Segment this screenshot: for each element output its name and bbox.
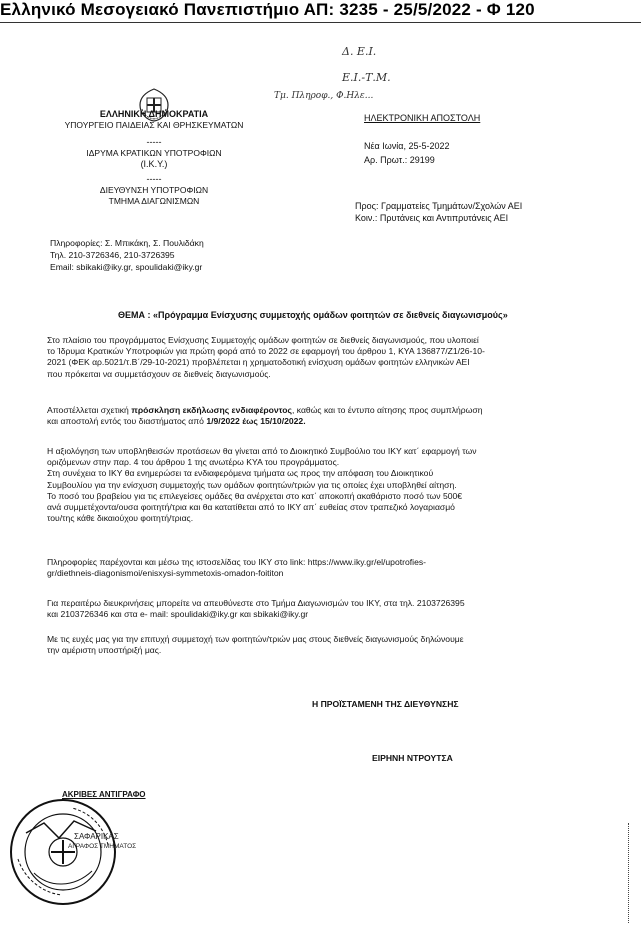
- text-span: και αποστολή εντός του διαστήματος από: [47, 416, 207, 427]
- text-span: Αποστέλλεται σχετική: [47, 405, 132, 415]
- protocol-number: Αρ. Πρωτ.: 29199: [364, 155, 435, 165]
- republic-label: ΕΛΛΗΝΙΚΗ ΔΗΜΟΚΡΑΤΙΑ: [99, 109, 209, 119]
- paragraph-5: [47, 598, 607, 620]
- text-span: , καθώς και το έντυπο αίτησης προς συμπλήρωση: [292, 405, 483, 415]
- paragraph-line: 2021 (ΦΕΚ αρ.5021/τ.Β΄/29-10-2021) προβλέπεται η χρηματοδοτική ενίσχυση ομάδων φοιτητών ελληνικών ΑΕΙ: [47, 357, 470, 368]
- electronic-dispatch-label: ΗΛΕΚΤΡΟΝΙΚΗ ΑΠΟΣΤΟΛΗ: [364, 113, 481, 123]
- handwritten-note-2: Ε.Ι.-Τ.Μ.: [342, 71, 391, 84]
- website-link[interactable]: gr/diethneis-diagonismoi/enisxysi-symmetoxis-omadon-foititon: [47, 568, 284, 579]
- department-label: ΤΜΗΜΑ ΔΙΑΓΩΝΙΣΜΩΝ: [108, 196, 200, 206]
- paragraph-line: που πρόκειται να συμμετάσχουν σε διεθνείς διαγωνισμούς.: [47, 368, 271, 379]
- paragraph-line: οριζόμενων στην παρ. 4 του άρθρου 1 της ανωτέρω ΚΥΑ του προγράμματος.: [47, 457, 340, 468]
- paragraph-line: Στη συνέχεια το ΙΚΥ θα ενημερώσει τα ενδιαφερόμενα τμήματα ως προς την απόφαση του Διοικητικού: [47, 468, 434, 479]
- paragraph-line: του/της κάθε δικαιούχου φοιτητή/τριας.: [47, 513, 194, 524]
- signatory-title: Η ΠΡΟΪΣΤΑΜΕΝΗ ΤΗΣ ΔΙΕΥΘΥΝΣΗΣ: [312, 699, 459, 709]
- stamp-role: ΑΓΡΑΦΟΣ ΤΜΗΜΑΤΟΣ: [68, 843, 137, 850]
- official-seal-icon: [4, 793, 122, 911]
- paragraph-line: Με τις ευχές μας για την επιτυχή συμμετοχή των φοιτητών/τριών μας στους διεθνείς διαγωνισμούς δηλώνουμε: [47, 634, 464, 644]
- ministry-label: ΥΠΟΥΡΓΕΙΟ ΠΑΙΔΕΙΑΣ ΚΑΙ ΘΡΗΣΚΕΥΜΑΤΩΝ: [64, 120, 244, 130]
- paragraph-6: [47, 634, 607, 656]
- contact-block: [50, 237, 204, 273]
- letter-page: [0, 22, 641, 932]
- stamp-name: ΣΑΦΑΡΙΚΑΣ: [74, 832, 119, 841]
- paragraph-line: και 2103726346 και στα e- mail: spoulidaki@iky.gr και sbikaki@iky.gr: [47, 609, 309, 620]
- paragraph-line: το Ίδρυμα Κρατικών Υποτροφιών για πρώτη φορά από το 2022 σε εφαρμογή του άρθρου 1, ΚΥΑ 136877/Ζ1/26-10-: [47, 346, 485, 357]
- handwritten-note-1: Δ. Ε.Ι.: [342, 45, 377, 58]
- paragraph-line: Το ποσό του βραβείου για τις επιλεγείσες ομάδες θα ανέρχεται στο κατ΄ αποκοπή ακαθάριστο ποσό των 500€: [47, 490, 463, 501]
- directorate-label: ΔΙΕΥΘΥΝΣΗ ΥΠΟΤΡΟΦΙΩΝ: [99, 185, 209, 195]
- paragraph-line: [47, 405, 607, 416]
- paragraph-1: [47, 335, 607, 380]
- contact-persons: Πληροφορίες: Σ. Μπικάκη, Σ. Πουλιδάκη: [50, 238, 204, 248]
- document-header-stamp: Ελληνικό Μεσογειακό Πανεπιστήμιο ΑΠ: 3235 - 25/5/2022 - Φ 120: [0, 0, 535, 19]
- signatory-name: ΕΙΡΗΝΗ ΝΤΡΟΥΤΣΑ: [372, 753, 453, 763]
- separator-dash: -----: [146, 174, 162, 184]
- recipients-to: Προς: Γραμματείες Τμημάτων/Σχολών ΑΕΙ: [355, 201, 523, 211]
- contact-email: Email: sbikaki@iky.gr, spoulidaki@iky.gr: [50, 262, 203, 272]
- place-date: Νέα Ιωνία, 25-5-2022: [364, 141, 450, 151]
- contact-phone: Τηλ. 210-3726346, 210-3726395: [50, 250, 175, 260]
- paragraph-3: [47, 446, 607, 524]
- paragraph-line: Για περαιτέρω διευκρινήσεις μπορείτε να απευθύνεστε στο Τμήμα Διαγωνισμών του ΙΚΥ, στα τηλ. 2103726395: [47, 598, 465, 608]
- paragraph-line: Στο πλαίσιο του προγράμματος Ενίσχυσης Συμμετοχής ομάδων φοιτητών σε διεθνείς διαγωνισμούς, που υλοποιεί: [47, 335, 479, 345]
- handwritten-note-3: Τμ. Πληροφ., Φ.Ηλε...: [274, 91, 374, 101]
- paragraph-4: [47, 557, 607, 579]
- paragraph-line: Πληροφορίες παρέχονται και μέσω της ιστοσελίδας του ΙΚΥ στο link: https://www.iky.gr/el/upotrofies-: [47, 557, 427, 567]
- scan-edge-mark: [628, 823, 637, 923]
- paragraph-line: Η αξιολόγηση των υποβληθεισών προτάσεων θα γίνεται από το Διοικητικό Συμβούλιο του ΙΚΥ κατ΄ εφαρμογή των: [47, 446, 477, 456]
- paragraph-2: [47, 405, 607, 427]
- separator-dash: -----: [146, 137, 162, 147]
- foundation-abbr: (Ι.Κ.Υ.): [140, 159, 168, 169]
- paragraph-line: ανά συμμετέχοντα/ουσα φοιτητή/τρια και θα κατατίθεται από το ΙΚΥ απ΄ ευθείας στον τραπεζικό λογαριασμό: [47, 502, 455, 513]
- recipients-cc: Κοιν.: Πρυτάνεις και Αντιπρυτάνεις ΑΕΙ: [355, 213, 509, 223]
- sender-block: [64, 109, 244, 207]
- invitation-emphasis: πρόσκληση εκδήλωσης ενδιαφέροντος: [131, 405, 292, 415]
- paragraph-line: [47, 416, 607, 427]
- paragraph-line: Συμβουλίου για την ενίσχυση συμμετοχής των ομάδων φοιτητών/τριών για τις οποίες έχει υποβληθεί αίτηση.: [47, 479, 457, 490]
- subject-line: ΘΕΜΑ : «Πρόγραμμα Ενίσχυσης συμμετοχής ομάδων φοιτητών σε διεθνείς διαγωνισμούς»: [118, 310, 508, 320]
- paragraph-line: την αμέριστη υποστήριξή μας.: [47, 645, 162, 656]
- deadline-emphasis: 1/9/2022 έως 15/10/2022.: [206, 416, 306, 427]
- true-copy-label: ΑΚΡΙΒΕΣ ΑΝΤΙΓΡΑΦΟ: [62, 790, 146, 799]
- foundation-label: ΙΔΡΥΜΑ ΚΡΑΤΙΚΩΝ ΥΠΟΤΡΟΦΙΩΝ: [86, 148, 222, 158]
